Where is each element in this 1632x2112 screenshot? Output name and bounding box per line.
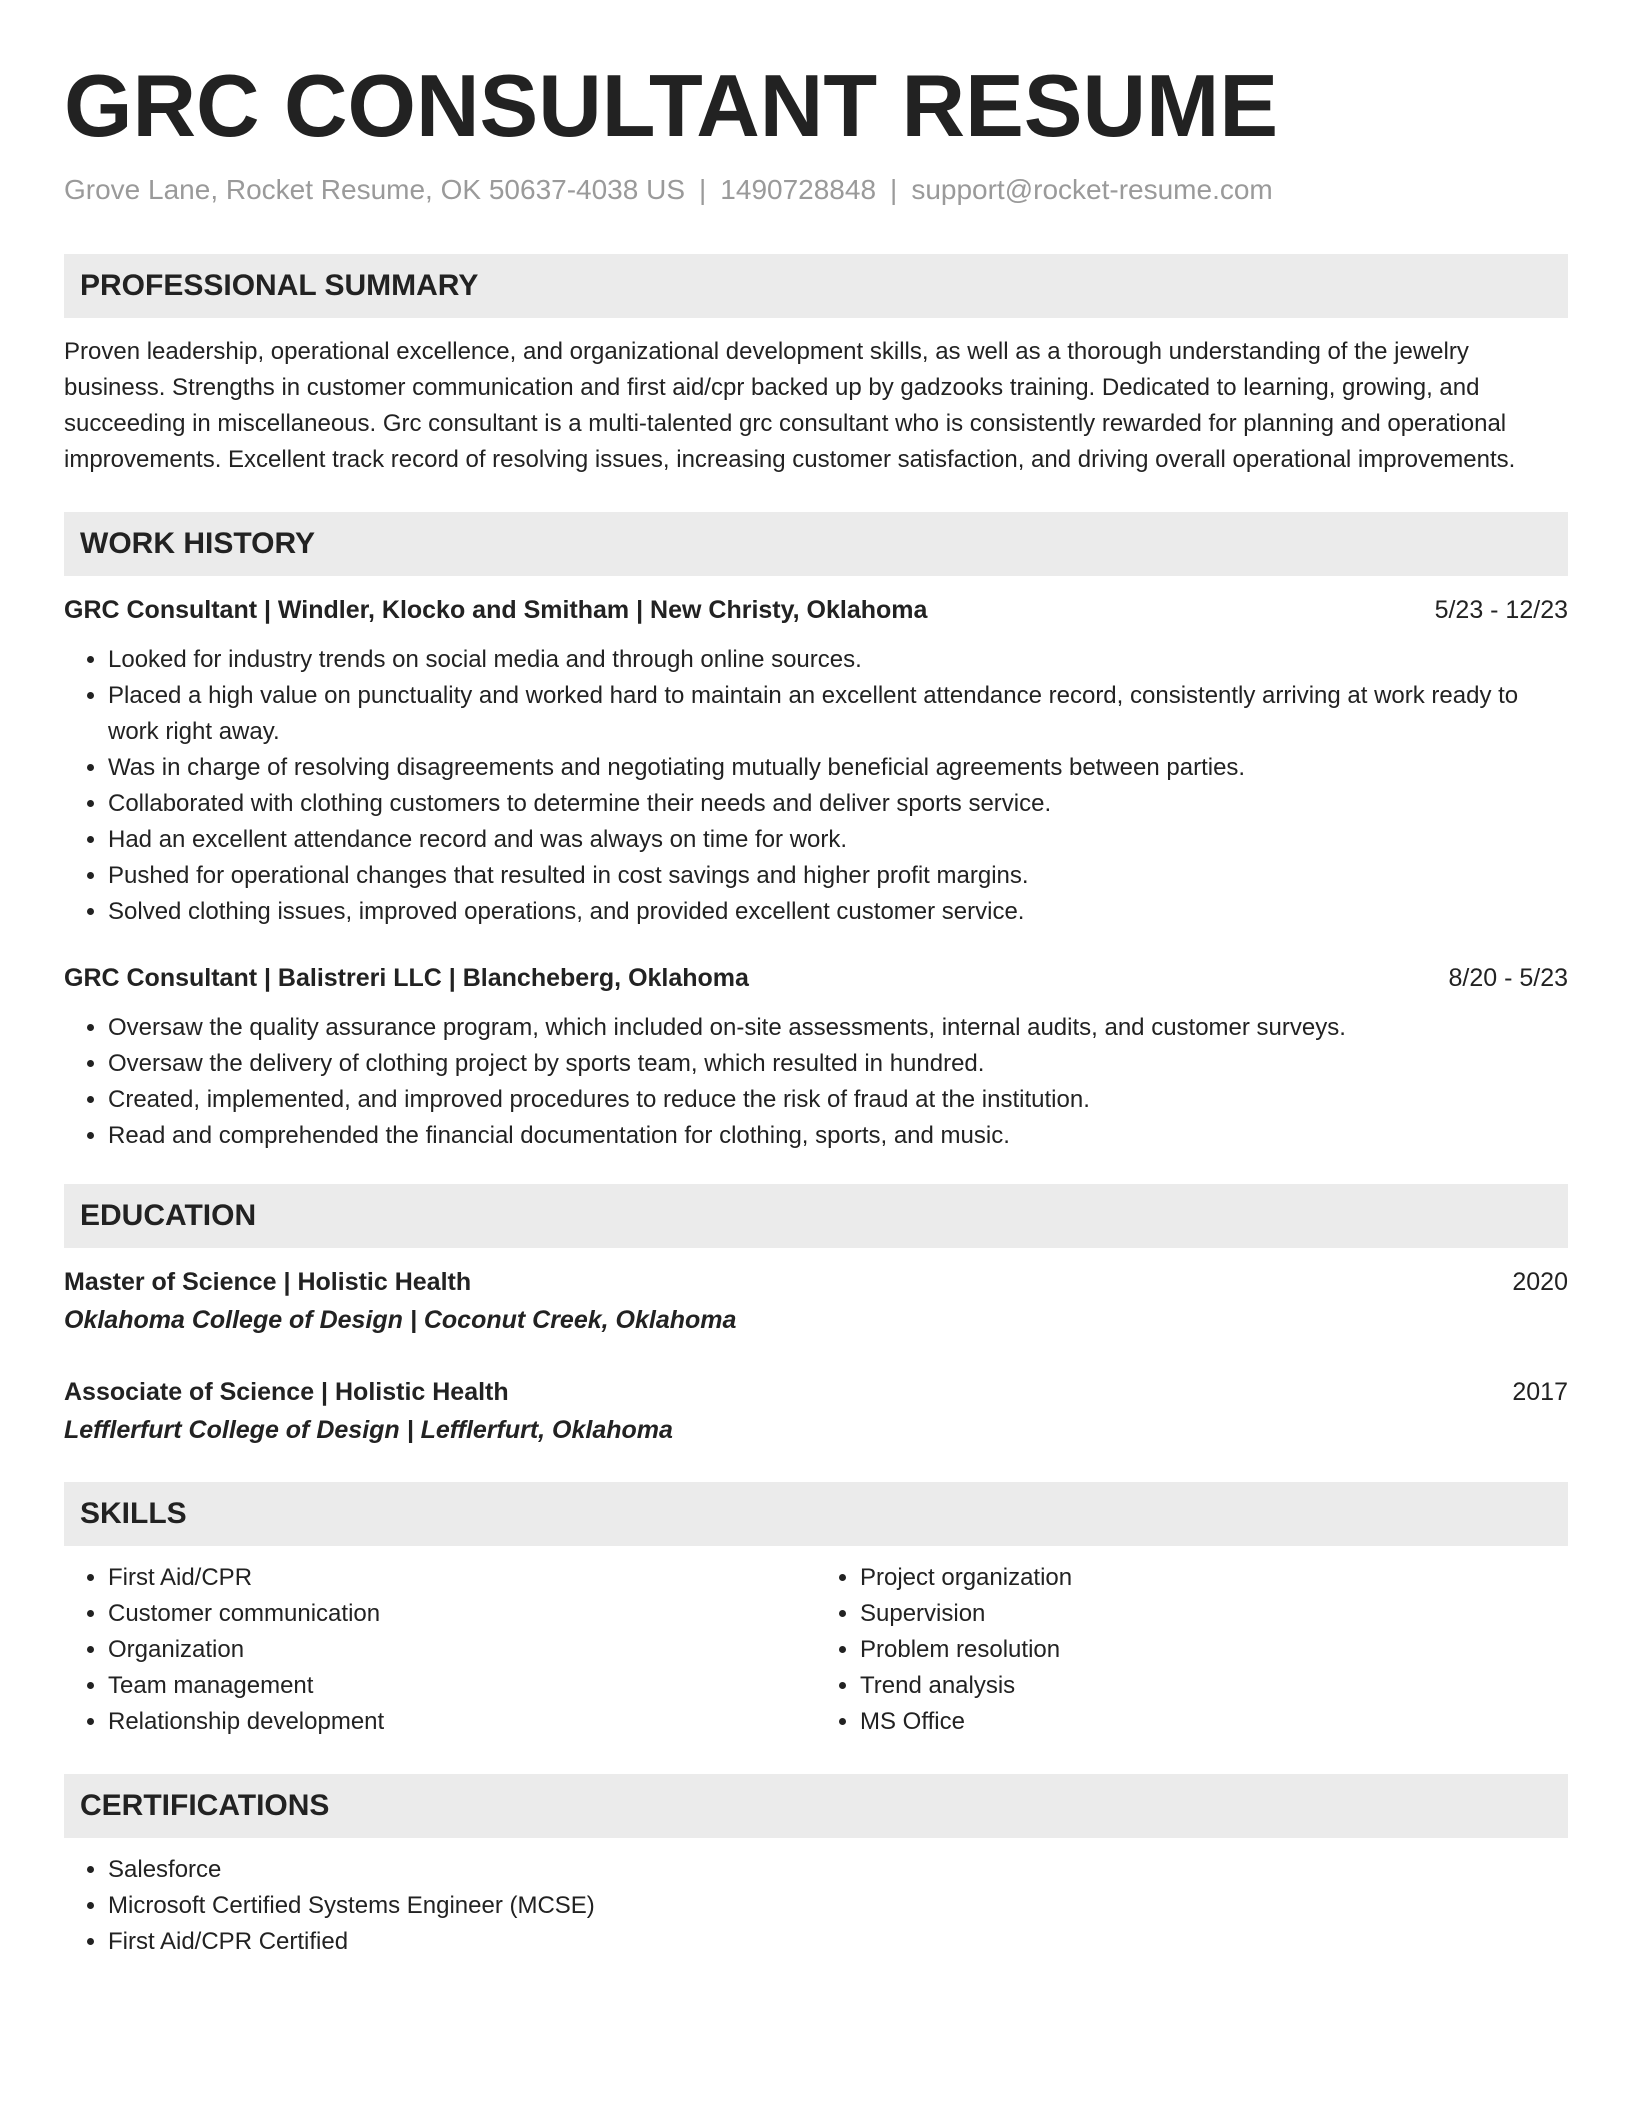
contact-address: Grove Lane, Rocket Resume, OK 50637-4038 US: [64, 174, 686, 205]
skills-columns: [64, 1560, 1568, 1740]
list-item: • Had an excellent attendance record and was always on time for work.: [108, 822, 1568, 858]
job-dates: 5/23 - 12/23: [1434, 596, 1568, 624]
list-item: • Problem resolution: [860, 1632, 1568, 1668]
contact-email: support@rocket-resume.com: [911, 174, 1273, 205]
list-item: • Pushed for operational changes that resulted in cost savings and higher profit margins.: [108, 858, 1568, 894]
contact-separator: |: [699, 174, 707, 205]
education-year: 2020: [1512, 1268, 1568, 1296]
list-item: • First Aid/CPR Certified: [108, 1924, 1568, 1960]
contact-phone: 1490728848: [720, 174, 877, 205]
skills-list: [816, 1560, 1568, 1740]
contact-line: [64, 170, 1568, 210]
list-item: • First Aid/CPR: [108, 1560, 816, 1596]
section-heading-skills: SKILLS: [64, 1482, 1568, 1546]
education-school: Lefflerfurt College of Design | Lefflerfurt, Oklahoma: [64, 1416, 673, 1444]
job-bullet-list: [64, 642, 1568, 930]
list-item: • Supervision: [860, 1596, 1568, 1632]
education-year: 2017: [1512, 1378, 1568, 1406]
list-item: • Salesforce: [108, 1852, 1568, 1888]
education-degree: Master of Science | Holistic Health: [64, 1268, 472, 1296]
list-item: • Placed a high value on punctuality and worked hard to maintain an excellent attendance record, consistently arriving at work ready to work right away.: [108, 678, 1568, 750]
job-dates: 8/20 - 5/23: [1448, 964, 1568, 992]
education-school: Oklahoma College of Design | Coconut Creek, Oklahoma: [64, 1306, 737, 1334]
list-item: • Oversaw the delivery of clothing project by sports team, which resulted in hundred.: [108, 1046, 1568, 1082]
job-bullet-list: [64, 1010, 1568, 1154]
job-entry: [64, 960, 1568, 1154]
list-item: • Trend analysis: [860, 1668, 1568, 1704]
list-item: • Read and comprehended the financial documentation for clothing, sports, and music.: [108, 1118, 1568, 1154]
education-entry: [64, 1374, 1568, 1450]
resume-title: GRC CONSULTANT RESUME: [64, 56, 1279, 155]
education-entry: [64, 1264, 1568, 1340]
section-heading-certifications: CERTIFICATIONS: [64, 1774, 1568, 1838]
section-heading-work-history: WORK HISTORY: [64, 512, 1568, 576]
list-item: • Looked for industry trends on social media and through online sources.: [108, 642, 1568, 678]
section-heading-summary: PROFESSIONAL SUMMARY: [64, 254, 1568, 318]
list-item: • Created, implemented, and improved procedures to reduce the risk of fraud at the institution.: [108, 1082, 1568, 1118]
list-item: • Collaborated with clothing customers to determine their needs and deliver sports service.: [108, 786, 1568, 822]
skills-list: [64, 1560, 816, 1740]
job-title: GRC Consultant | Balistreri LLC | Blancheberg, Oklahoma: [64, 964, 749, 992]
skills-column-left: [64, 1560, 816, 1740]
list-item: • Solved clothing issues, improved operations, and provided excellent customer service.: [108, 894, 1568, 930]
skills-column-right: [816, 1560, 1568, 1740]
education-header: [64, 1374, 1568, 1410]
list-item: • Project organization: [860, 1560, 1568, 1596]
list-item: • Organization: [108, 1632, 816, 1668]
list-item: • Was in charge of resolving disagreements and negotiating mutually beneficial agreements between parties.: [108, 750, 1568, 786]
list-item: • Customer communication: [108, 1596, 816, 1632]
job-entry: [64, 592, 1568, 930]
job-header: [64, 960, 1568, 996]
section-heading-education: EDUCATION: [64, 1184, 1568, 1248]
contact-separator: |: [890, 174, 898, 205]
certifications-list: [64, 1852, 1568, 1960]
list-item: • Relationship development: [108, 1704, 816, 1740]
summary-text: Proven leadership, operational excellence, and organizational development skills, as well as a thorough understanding of the jewelry business. Strengths in customer communication and first aid/cpr backed up by gadzooks training. Dedicated to learning, growing, and succeeding in miscellaneous. Grc consultant is a multi-talented grc consultant who is consistently rewarded for planning and operational improvements. Excellent track record of resolving issues, increasing customer satisfaction, and driving overall operational improvements.: [64, 338, 1516, 473]
list-item: • Team management: [108, 1668, 816, 1704]
education-degree: Associate of Science | Holistic Health: [64, 1378, 509, 1406]
job-title: GRC Consultant | Windler, Klocko and Smitham | New Christy, Oklahoma: [64, 596, 928, 624]
education-header: [64, 1264, 1568, 1300]
job-header: [64, 592, 1568, 628]
list-item: • Oversaw the quality assurance program, which included on-site assessments, internal audits, and customer surveys.: [108, 1010, 1568, 1046]
list-item: • MS Office: [860, 1704, 1568, 1740]
list-item: • Microsoft Certified Systems Engineer (MCSE): [108, 1888, 1568, 1924]
